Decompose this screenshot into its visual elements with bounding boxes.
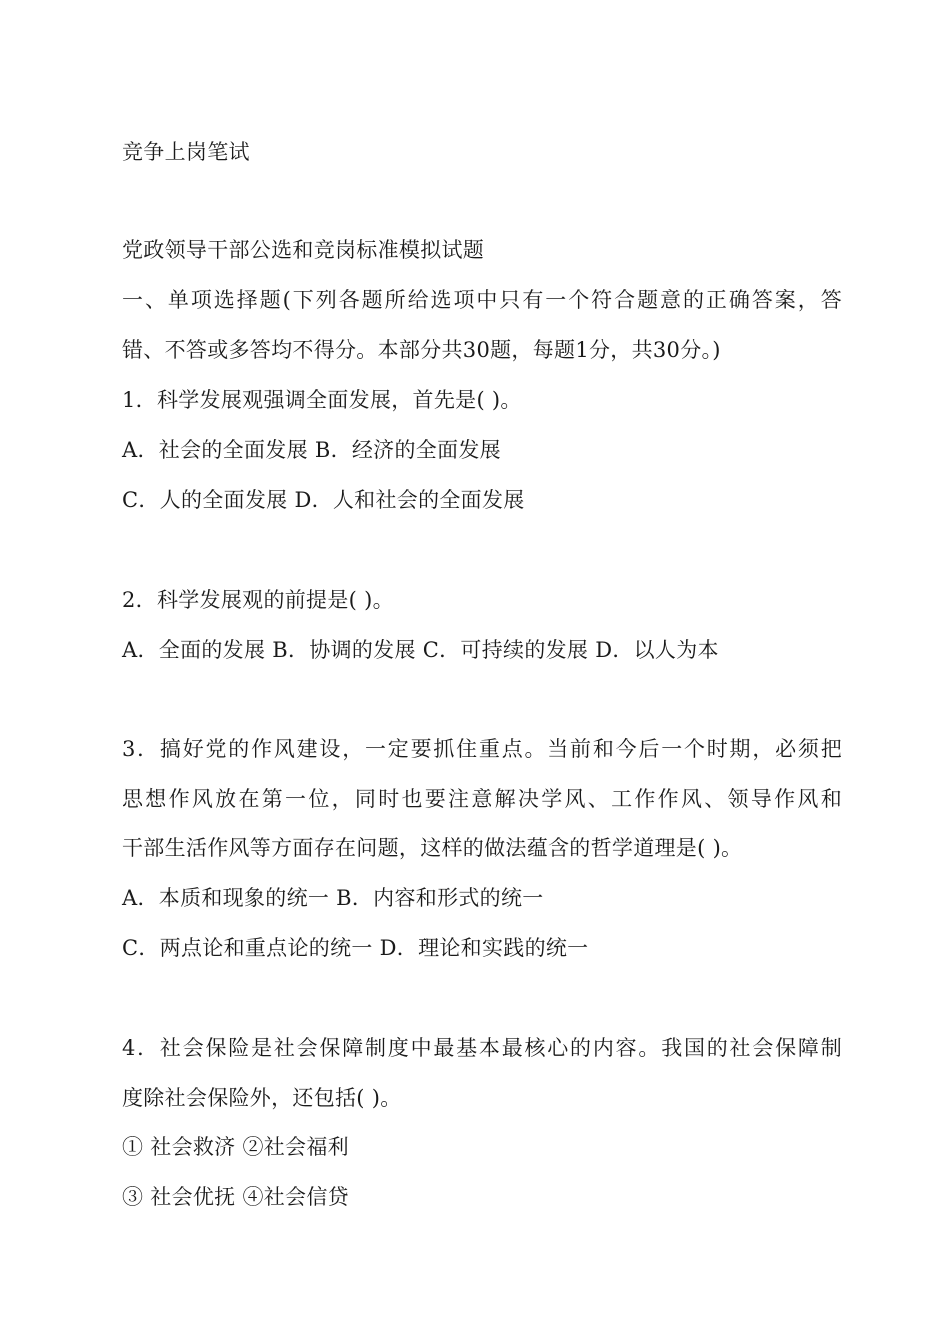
question-4-options-line-2: ③ 社会优抚 ④社会信贷 [122, 1185, 349, 1209]
question-2-options-line-1: A．全面的发展 B．协调的发展 C．可持续的发展 D．以人为本 [122, 638, 719, 662]
document-subtitle: 党政领导干部公选和竞岗标准模拟试题 [122, 238, 485, 262]
question-3-options-line-1: A．本质和现象的统一 B．内容和形式的统一 [122, 886, 544, 910]
question-1-options-line-1: A．社会的全面发展 B．经济的全面发展 [122, 438, 501, 462]
question-3-options-line-2: C．两点论和重点论的统一 D．理论和实践的统一 [122, 936, 589, 960]
question-1-stem: 1．科学发展观强调全面发展，首先是( )。 [122, 388, 522, 412]
question-3-stem-line-2: 思想作风放在第一位，同时也要注意解决学风、工作作风、领导作风和 [122, 787, 842, 811]
question-4-stem-line-1: 4．社会保险是社会保障制度中最基本最核心的内容。我国的社会保障制 [122, 1036, 842, 1060]
question-3-stem-line-1: 3．搞好党的作风建设，一定要抓住重点。当前和今后一个时期，必须把 [122, 737, 842, 761]
question-4-stem-line-2: 度除社会保险外，还包括( )。 [122, 1086, 402, 1110]
question-1-options-line-2: C．人的全面发展 D．人和社会的全面发展 [122, 488, 525, 512]
question-2-stem: 2．科学发展观的前提是( )。 [122, 588, 394, 612]
section-heading-line-2: 错、不答或多答均不得分。本部分共30题，每题1分，共30分。) [122, 338, 721, 362]
section-heading-line-1: 一、单项选择题(下列各题所给选项中只有一个符合题意的正确答案，答 [122, 288, 842, 312]
question-3-stem-line-3: 干部生活作风等方面存在问题，这样的做法蕴含的哲学道理是( )。 [122, 836, 743, 860]
document-title: 竞争上岗笔试 [122, 140, 250, 164]
question-4-options-line-1: ① 社会救济 ②社会福利 [122, 1135, 349, 1159]
